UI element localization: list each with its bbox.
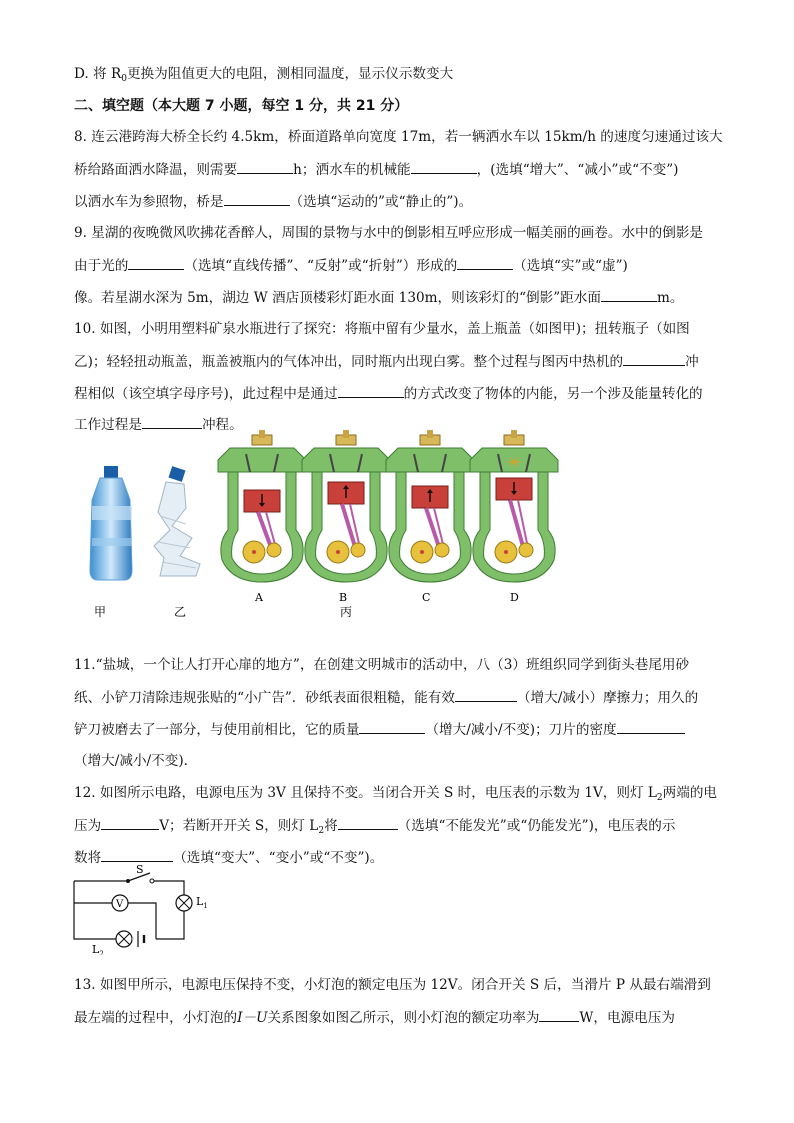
blank-q13-1[interactable] xyxy=(539,1007,579,1022)
q11-line-3: 铲刀被磨去了一部分，与使用前相比，它的质量 （增大/减小/不变)；刀片的密度 xyxy=(74,719,685,740)
q8-line-2: 桥给路面洒水降温，则需要 h；洒水车的机械能 ，(选填“增大”、“减小”或“不变”) xyxy=(74,159,678,180)
label-jia: 甲 xyxy=(94,605,107,619)
blank-q8-1[interactable] xyxy=(237,159,293,174)
label-yi: 乙 xyxy=(174,605,187,619)
blank-q8-3[interactable] xyxy=(224,191,290,206)
q12-line-2: 压为 V；若断开开关 S，则灯 $L_2$将 （选填“不能发光”或“仍能发光”)，电压表的示 xyxy=(74,815,675,841)
option-d-rest: 更换为阻值更大的电阻，测相同温度，显示仪示数变大 xyxy=(126,66,454,82)
blank-q12-2[interactable] xyxy=(338,815,398,830)
q12-line-3: 数将 （选填“变大”、“变小”或“不变”)。 xyxy=(74,847,383,868)
svg-text:V: V xyxy=(116,899,124,910)
q10-line-1: 10. 如图，小明用塑料矿泉水瓶进行了探究：将瓶中留有少量水，盖上瓶盖（如图甲)；扭转瓶子（如图 xyxy=(74,321,690,337)
blank-q11-2[interactable] xyxy=(359,719,425,734)
option-d xyxy=(74,64,453,89)
bottle-yi-image xyxy=(154,466,200,576)
l1-label: $L_1$ xyxy=(196,895,208,910)
q8-line-1: 8. 连云港跨海大桥全长约 4.5km，桥面道路单向宽度 17m，若一辆洒水车以 15km/h 的速度匀速通过该大 xyxy=(74,129,723,145)
option-d-subscript: 0 xyxy=(121,74,127,84)
battery-icon xyxy=(132,931,144,947)
q9-line-3: 像。若星湖水深为 5m，湖边 W 酒店顶楼彩灯距水面 130m，则该彩灯的“倒影”距水面 m。 xyxy=(74,287,683,308)
q12-line-1: 12. 如图所示电路，电源电压为 3V 且保持不变。当闭合开关 S 时，电压表的示数为 1V，则灯 $L_2$两端的电 xyxy=(74,785,718,803)
q13-line-1: 13. 如图甲所示，电源电压保持不变，小灯泡的额定电压为 12V。闭合开关 S 后，当滑片 P 从最右端滑到 xyxy=(74,977,711,993)
q10-line-4: 工作过程是 冲程。 xyxy=(74,414,243,435)
label-engine-a: A xyxy=(255,591,263,604)
blank-q9-2[interactable] xyxy=(457,255,513,270)
blank-q10-2[interactable] xyxy=(338,383,404,398)
blank-q10-3[interactable] xyxy=(142,414,202,429)
lamp-l2-icon xyxy=(116,931,132,947)
q10-line-3: 程相似（该空填字母序号)，此过程中是通过 的方式改变了物体的内能，另一个涉及能量转化的 xyxy=(74,383,703,404)
label-engine-b: B xyxy=(339,591,348,604)
switch-label: S xyxy=(136,863,144,876)
q11-line-2: 纸、小铲刀清除违规张贴的“小广告”．砂纸表面很粗糙，能有效 （增大/减小）摩擦力；用久的 xyxy=(74,687,698,708)
engine-d-diagram xyxy=(470,430,558,582)
blank-q11-3[interactable] xyxy=(617,719,685,734)
q10-figure xyxy=(0,430,794,620)
blank-q9-1[interactable] xyxy=(128,255,184,270)
engine-b-diagram xyxy=(302,430,390,582)
blank-q8-2[interactable] xyxy=(411,159,477,174)
l2-label: $L_2$ xyxy=(92,943,104,955)
blank-q9-3[interactable] xyxy=(601,287,657,302)
q8-line-3: 以洒水车为参照物，桥是 （选填“运动的”或“静止的”)。 xyxy=(74,191,472,212)
blank-q12-1[interactable] xyxy=(101,815,159,830)
section-heading: 二、填空题（本大题 7 小题，每空 1 分，共 21 分） xyxy=(74,98,409,114)
q9-line-2: 由于光的 （选填“直线传播”、“反射”或“折射”）形成的 （选填“实”或“虚”) xyxy=(74,255,628,276)
q13-line-2: 最左端的过程中，小灯泡的I－U关系图象如图乙所示，则小灯泡的额定功率为 W，电源电压为 xyxy=(74,1007,675,1028)
lamp-l1-icon xyxy=(176,895,192,911)
option-d-text: D. 将 R xyxy=(74,66,122,82)
label-engine-c: C xyxy=(422,591,431,604)
bottle-jia-image xyxy=(90,466,132,580)
q9-line-1: 9. 星湖的夜晚微风吹拂花香醉人，周围的景物与水中的倒影相互呼应形成一幅美丽的画卷。水中的倒影是 xyxy=(74,225,704,241)
voltmeter-icon xyxy=(112,895,128,911)
q11-line-4: （增大/减小/不变)． xyxy=(74,753,198,769)
blank-q10-1[interactable] xyxy=(623,351,685,366)
blank-q11-1[interactable] xyxy=(455,687,517,702)
label-bing: 丙 xyxy=(340,605,353,619)
q11-line-1: 11.“盐城，一个让人打开心扉的地方”，在创建文明城市的活动中，八（3）班组织同学到街头巷尾用砂 xyxy=(74,657,690,673)
engine-c-diagram xyxy=(386,430,474,582)
q10-line-2: 乙)；轻轻扭动瓶盖，瓶盖被瓶内的气体冲出，同时瓶内出现白雾。整个过程与图丙中热机的 冲 xyxy=(74,351,699,372)
engine-a-diagram xyxy=(218,430,306,582)
circuit-diagram xyxy=(66,855,226,955)
label-engine-d: D xyxy=(510,591,519,604)
